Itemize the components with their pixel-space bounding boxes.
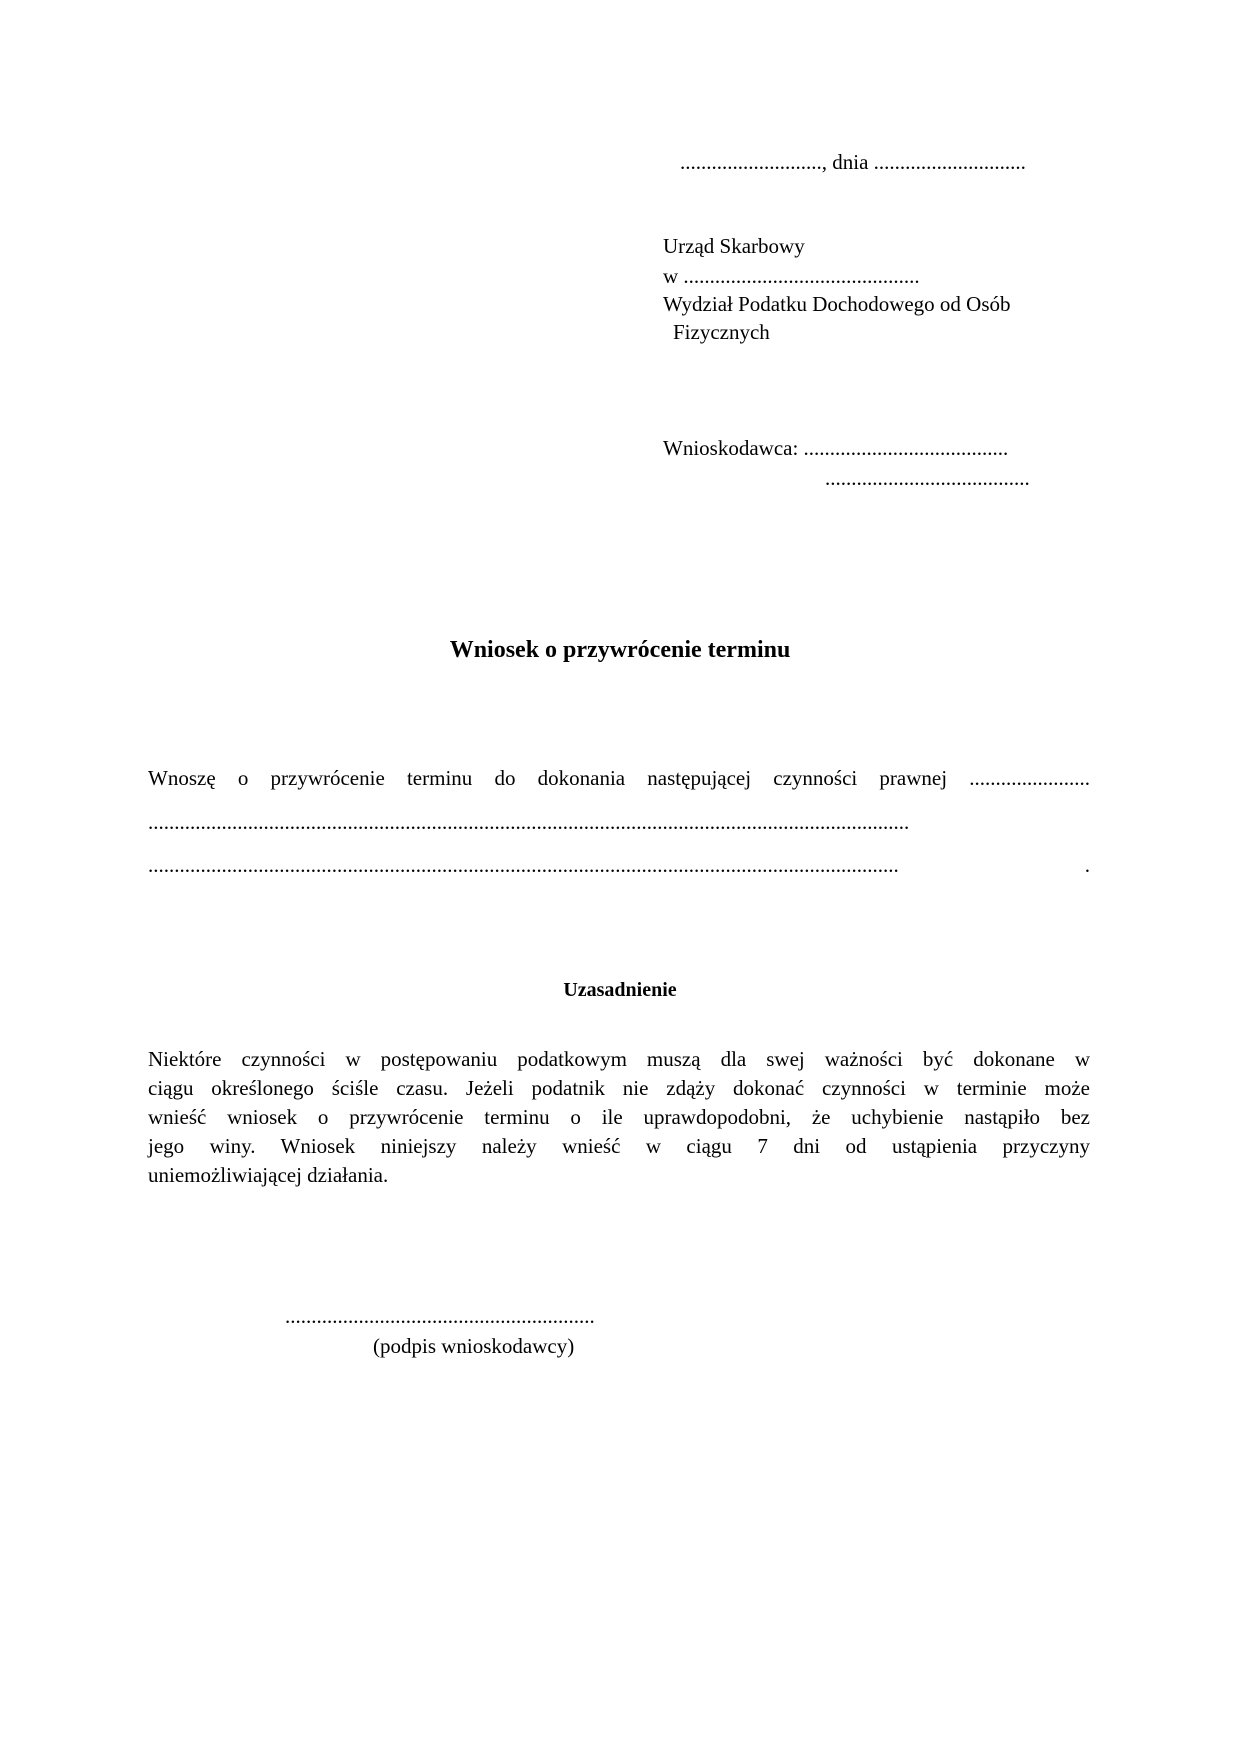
addressee-department-line2: Fizycznych	[673, 320, 770, 344]
addressee-department-line1: Wydział Podatku Dochodowego od Osób	[663, 292, 1011, 316]
applicant-line: Wnioskodawca: .......................................	[663, 436, 1009, 460]
applicant-second-line: .......................................	[825, 466, 1030, 490]
signature-caption: (podpis wnioskodawcy)	[373, 1334, 575, 1358]
signature-line: ...........................................................	[285, 1304, 595, 1328]
addressee-city-line: w .............................................	[663, 264, 920, 288]
justification-line: wnieść wniosek o przywrócenie terminu o ile uprawdopodobni, że uchybienie nastąpiło bez	[148, 1105, 1090, 1129]
justification-line: uniemożliwiającej działania.	[148, 1163, 389, 1187]
justification-line: ciągu określonego ściśle czasu. Jeżeli podatnik nie zdąży dokonać czynności w terminie może	[148, 1076, 1090, 1100]
justification-heading: Uzasadnienie	[563, 979, 677, 1001]
document-title: Wniosek o przywrócenie terminu	[449, 637, 791, 663]
request-line-1: Wnoszę o przywrócenie terminu do dokonania następującej czynności prawnej .......................	[148, 766, 1090, 790]
justification-line: jego winy. Wniosek niniejszy należy wnieść w ciągu 7 dni od ustąpienia przyczyny	[148, 1134, 1090, 1158]
place-date-line: ..........................., dnia .............................	[680, 150, 1026, 174]
addressee-office: Urząd Skarbowy	[663, 234, 805, 258]
request-line-2: .................................................................................................................................................	[148, 812, 910, 833]
request-line-3: ............................................................................................................................................... .	[148, 855, 1090, 876]
justification-line: Niektóre czynności w postępowaniu podatkowym muszą dla swej ważności być dokonane w	[148, 1047, 1090, 1071]
